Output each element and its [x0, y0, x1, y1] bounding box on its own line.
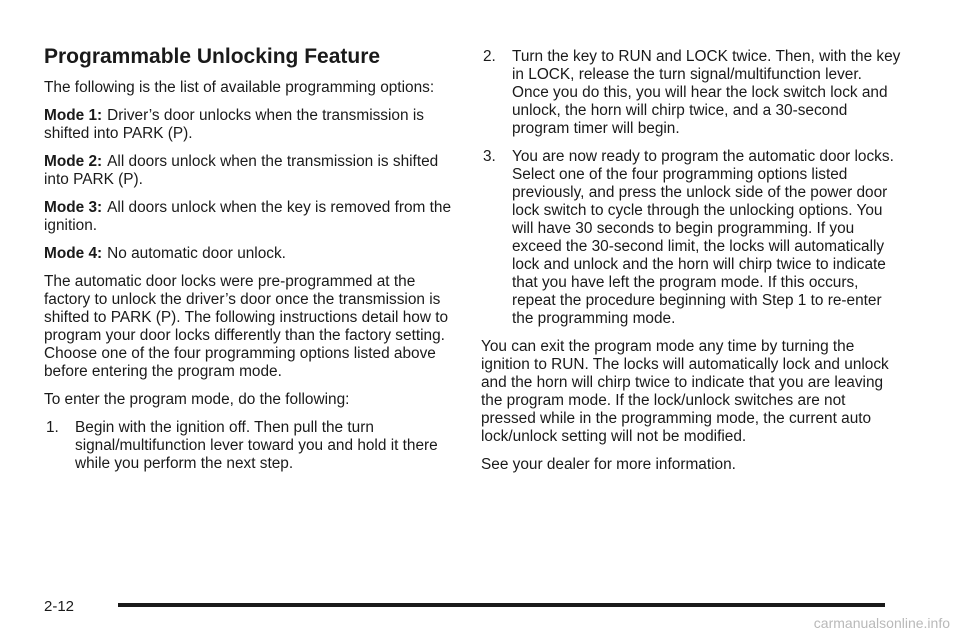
enter-intro: To enter the program mode, do the following: — [44, 391, 350, 408]
step-number: 3. — [483, 148, 496, 165]
mode-text: All doors unlock when the key is removed from the ignition. — [44, 199, 452, 234]
left-column — [44, 44, 464, 483]
steps-list-right — [481, 48, 901, 328]
steps-list-left — [44, 419, 464, 473]
step-text: Turn the key to RUN and LOCK twice. Then, with the key in LOCK, release the turn signal/multifunction lever. Once you do this, you will hear the lock switch lock and unlock, the horn will chirp twice, and a 30-second program timer will begin. — [512, 48, 901, 137]
mode-text: No automatic door unlock. — [107, 245, 286, 262]
mode-3 — [44, 199, 464, 235]
page-number: 2-12 — [44, 598, 75, 615]
watermark: carmanualsonline.info — [813, 615, 950, 631]
step-3 — [483, 148, 901, 328]
mode-text: Driver’s door unlocks when the transmission is shifted into PARK (P). — [44, 107, 424, 142]
step-number: 1. — [46, 419, 59, 436]
factory-paragraph: The automatic door locks were pre-programmed at the factory to unlock the driver’s door once the transmission is shifted to PARK (P). The following instructions detail how to program your door locks differently than the factory setting. Choose one of the four programming options listed above before entering the program mode. — [44, 273, 449, 380]
section-heading: Programmable Unlocking Feature — [44, 45, 381, 68]
mode-label: Mode 1: — [44, 107, 103, 124]
step-text: You are now ready to program the automatic door locks. Select one of the four programming options listed previously, and press the unlock side of the power door lock switch to cycle through the unlocking options. You will have 30 seconds to begin programming. If you exceed the 30-second limit, the locks will automatically lock and unlock and the horn will chirp twice to indicate that you have left the program mode. If this occurs, repeat the procedure beginning with Step 1 to re-enter the programming mode. — [512, 148, 894, 327]
mode-label: Mode 3: — [44, 199, 103, 216]
mode-2 — [44, 153, 464, 189]
mode-text: All doors unlock when the transmission is shifted into PARK (P). — [44, 153, 439, 188]
intro-paragraph: The following is the list of available programming options: — [44, 79, 435, 96]
footer-rule — [118, 603, 885, 607]
exit-paragraph: You can exit the program mode any time by turning the ignition to RUN. The locks will automatically lock and unlock and the horn will chirp twice to indicate that you are leaving the program mode. If the lock/unlock switches are not pressed while in the programming mode, the current auto lock/unlock setting will not be modified. — [481, 338, 889, 445]
dealer-paragraph: See your dealer for more information. — [481, 456, 736, 473]
mode-1 — [44, 107, 464, 143]
right-column — [481, 48, 901, 484]
step-2 — [483, 48, 901, 138]
step-text: Begin with the ignition off. Then pull the turn signal/multifunction lever toward you and hold it there while you perform the next step. — [75, 419, 438, 472]
mode-label: Mode 2: — [44, 153, 103, 170]
mode-4 — [44, 245, 464, 263]
step-1 — [46, 419, 464, 473]
mode-label: Mode 4: — [44, 245, 103, 262]
step-number: 2. — [483, 48, 496, 65]
